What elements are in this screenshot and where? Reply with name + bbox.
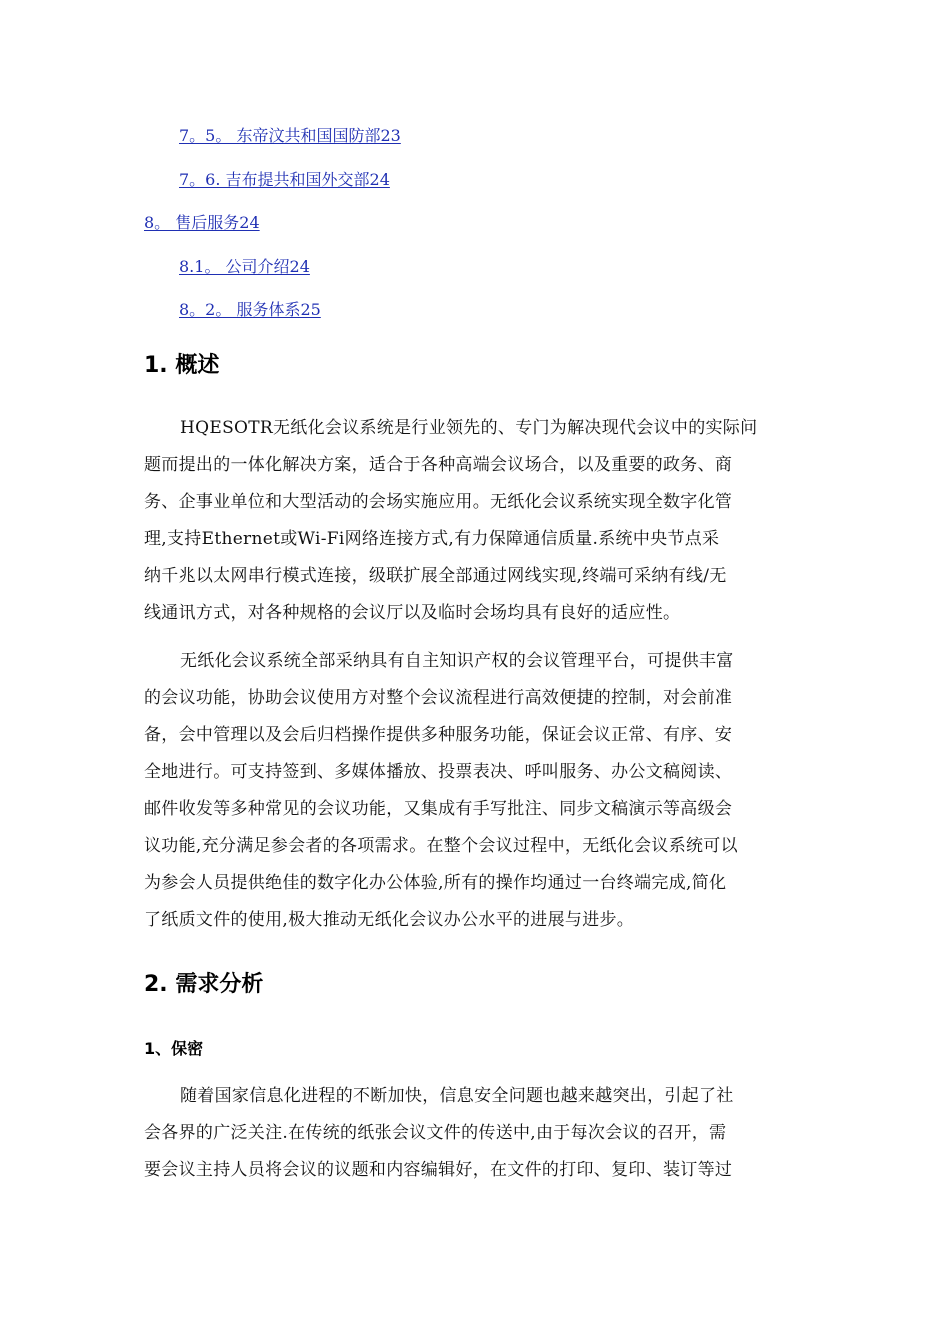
paragraph: [144, 643, 800, 939]
paragraph: [144, 1078, 800, 1189]
table-of-contents: [0, 124, 950, 342]
section-heading: 2. 需求分析: [144, 972, 264, 997]
paragraph-line: 题而提出的一体化解决方案，适合于各种高端会议场合，以及重要的政务、商: [144, 455, 733, 475]
paragraph-line: HQESOTR无纸化会议系统是行业领先的、专门为解决现代会议中的实际问: [180, 418, 758, 438]
paragraph-line: 邮件收发等多种常见的会议功能，又集成有手写批注、同步文稿演示等高级会: [144, 799, 733, 819]
toc-link[interactable]: 8。 售后服务24: [144, 213, 260, 232]
paragraph-line: 议功能,充分满足参会者的各项需求。在整个会议过程中，无纸化会议系统可以: [144, 836, 738, 856]
paragraph-line: 为参会人员提供绝佳的数字化办公体验,所有的操作均通过一台终端完成,简化: [144, 873, 727, 893]
paragraph-line: 全地进行。可支持签到、多媒体播放、投票表决、呼叫服务、办公文稿阅读、: [144, 762, 733, 782]
subsection-heading: 1、保密: [144, 1039, 204, 1058]
paragraph-line: 理,支持Ethernet或Wi-Fi网络连接方式,有力保障通信质量.系统中央节点采: [144, 529, 720, 549]
paragraph: [144, 410, 800, 632]
paragraph-line: 备，会中管理以及会后归档操作提供多种服务功能，保证会议正常、有序、安: [144, 725, 733, 745]
paragraph-line: 随着国家信息化进程的不断加快，信息安全问题也越来越突出，引起了社: [180, 1086, 734, 1106]
toc-link[interactable]: 7。6. 吉布提共和国外交部24: [179, 169, 390, 189]
toc-entry[interactable]: [0, 124, 950, 168]
paragraph-line: 要会议主持人员将会议的议题和内容编辑好，在文件的打印、复印、装订等过: [144, 1160, 733, 1180]
toc-link[interactable]: 7。5。 东帝汶共和国国防部23: [179, 126, 401, 145]
section-heading: 1. 概述: [144, 353, 220, 378]
toc-entry[interactable]: [0, 211, 950, 255]
paragraph-line: 务、企事业单位和大型活动的会场实施应用。无纸化会议系统实现全数字化管: [144, 492, 733, 512]
paragraph-line: 了纸质文件的使用,极大推动无纸化会议办公水平的进展与进步。: [144, 910, 635, 930]
toc-entry[interactable]: [0, 255, 950, 299]
paragraph-line: 纳千兆以太网串行模式连接，级联扩展全部通过网线实现,终端可采纳有线/无: [144, 566, 727, 586]
toc-entry[interactable]: [0, 298, 950, 342]
toc-link[interactable]: 8。2。 服务体系25: [179, 300, 321, 319]
paragraph-line: 无纸化会议系统全部采纳具有自主知识产权的会议管理平台，可提供丰富: [180, 651, 734, 671]
paragraph-line: 线通讯方式，对各种规格的会议厅以及临时会场均具有良好的适应性。: [144, 603, 681, 623]
paragraph-line: 的会议功能，协助会议使用方对整个会议流程进行高效便捷的控制，对会前准: [144, 688, 733, 708]
paragraph-line: 会各界的广泛关注.在传统的纸张会议文件的传送中,由于每次会议的召开，需: [144, 1123, 727, 1143]
toc-entry[interactable]: [0, 168, 950, 212]
toc-link[interactable]: 8.1。 公司介绍24: [179, 256, 310, 276]
